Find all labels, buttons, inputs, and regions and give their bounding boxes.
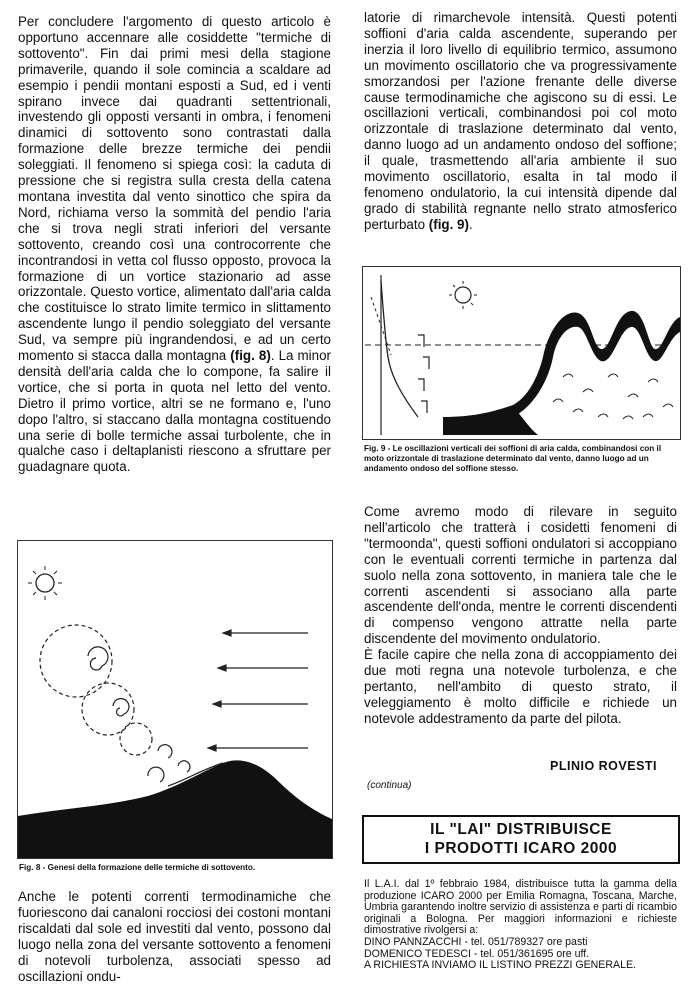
left-column-bottom-text	[18, 889, 331, 984]
right-column-middle-text	[364, 504, 677, 727]
figure-9-caption: Fig. 9 - Le oscillazioni verticali dei soffioni di aria calda, combinandosi con il moto orizzontale di traslazione determinato dal vento, danno luogo ad un andamento ondoso del soffione stesso.	[364, 444, 662, 473]
right-column-text	[364, 10, 677, 233]
ad-text: Il L.A.I. dal 1º febbraio 1984, distribuisce tutta la gamma della produzione ICARO 2000 per Emilia Romagna, Toscana, Marche, Umbria garantendo inoltre servizio di assistenza e parti di ricambio originali a Bologna. Per maggiori informazioni e richieste dimostrative rivolgersi a:	[364, 878, 677, 937]
figure-8-caption: Fig. 8 - Genesi della formazione delle termiche di sottovento.	[19, 863, 256, 872]
article-paragraph-1: Per concludere l'argomento di questo articolo è opportuno accennare alle cosiddette "termiche di sottovento". Fin dai primi mesi della stagione primaverile, quando il sole comincia a scaldare ad esempio i pendii montani esposti a Sud, ed i venti spirano invece dai quadranti settentrionali, investendo gli opposti versanti in ombra, i fenomeni dinamici di sottovento sono contrastati dalla formazione delle brezze termiche dei pendii soleggiati. Il fenomeno si spiega così: la caduta di pressione che si registra sulla cresta della catena montana investita dal vento sinottico che spira da Nord, richiama verso la sommità del pendio l'aria che si trova negli strati inferiori del versante sottovento, creando così una controcorrente che incontrandosi in vetta col flusso opposto, provoca la formazione di un vortice stazionario ad asse orizzontale. Questo vortice, alimentato dall'aria calda che costituisce lo strato limite termico in slittamento ascendente lungo il pendio soleggiato del versante Sud, va sempre più ingrandendosi, e ad un certo momento si stacca dalla montagna (fig. 8). La minor densità dell'aria calda che lo compone, fa salire il vortice, che si porta in quota nel letto del vento. Dietro il primo vortice, altri se ne formano e, l'uno dopo l'altro, si staccano dalla montagna costituendo una serie di bolle termiche assai turbolente, che in qualche caso i deltaplanisti riescono a sfruttare per guadagnare quota.	[18, 14, 331, 475]
sun-rays-icon	[28, 566, 62, 600]
article-paragraph-2: Anche le potenti correnti termodinamiche che fuoriescono dai canaloni rocciosi dei costoni montani riscaldati dal sole ed investiti dal vento, possono dal luogo nella zona del versante sottovento a fenomeni di notevoli turbolenza, associati spesso ad oscillazioni ondu-	[18, 889, 331, 984]
figure-ref-8: (fig. 8)	[230, 348, 271, 364]
ad-title-line-2: I PRODOTTI ICARO 2000	[424, 840, 618, 857]
left-column-text	[18, 14, 331, 475]
wind-arrows	[208, 630, 308, 751]
sun-icon	[455, 287, 471, 303]
altitude-ticks	[418, 335, 429, 413]
article-paragraph-3: latorie di rimarchevole intensità. Questi potenti soffioni d'aria calda ascendente, superando per inerzia il loro livello di equilibrio termico, assumono un movimento oscillatorio che va progressivamente smorzandosi per l'azione frenante delle diverse cause termodinamiche che agiscono su di essi. Le oscillazioni verticali, combinandosi poi col moto orizzontale di traslazione determinato dal vento, danno luogo ad un andamento ondoso del soffione; il quale, trasmettendo all'aria ambiente il suo movimento oscillatorio, esalta in tal modo il fenomeno ondulatorio, la cui intensità dipende dal grado di stabilità regnante nello strato atmosferico perturbato (fig. 9).	[364, 10, 677, 232]
ad-contact-1: DINO PANNZACCHI - tel. 051/789327 ore pasti	[364, 935, 588, 948]
article-paragraph-4: Come avremo modo di rilevare in seguito nell'articolo che tratterà i cosidetti fenomeni di "termoonda", questi soffioni ondulatori si accoppiano con le eventuali correnti termiche in partenza dal suolo nella zona sottovento, in maniera tale che le correnti ascendenti si associano alla parte ascendente dell'onda, mentre le correnti discendenti di compenso vengono attratte nella parte discendente del movimento ondulatorio.	[364, 504, 677, 647]
oscillating-updraft-illustration	[363, 267, 680, 439]
figure-9-diagram	[362, 266, 681, 440]
continued-note: (continua)	[367, 780, 412, 791]
sun-icon	[36, 574, 54, 592]
sun-rays-icon	[449, 281, 477, 309]
leeward-thermal-illustration	[18, 541, 332, 858]
mountain-silhouette	[18, 760, 332, 858]
ad-body	[364, 879, 677, 972]
temperature-profile-curve	[381, 281, 418, 417]
article-paragraph-5: È facile capire che nella zona di accoppiamento dei due moti regna una notevole turbolenza, e che pertanto, nell'ambito di questo strato, il veleggiamento è molto difficile e richiede un notevole addestramento da parte del pilota.	[364, 647, 677, 726]
author-name: PLINIO ROVESTI	[550, 759, 658, 773]
figure-ref-9: (fig. 9)	[428, 216, 469, 232]
ad-contact-2: DOMENICO TEDESCI - tel. 051/361695 ore uff.	[364, 947, 590, 960]
figure-8-diagram	[17, 540, 333, 859]
ad-title-line-1: IL "LAI" DISTRIBUISCE	[430, 821, 612, 838]
ad-footer: A RICHIESTA INVIAMO IL LISTINO PREZZI GENERALE.	[364, 959, 636, 972]
ad-title-box	[362, 815, 680, 864]
vortex-spirals	[88, 647, 223, 786]
thermal-bubbles	[40, 625, 152, 755]
